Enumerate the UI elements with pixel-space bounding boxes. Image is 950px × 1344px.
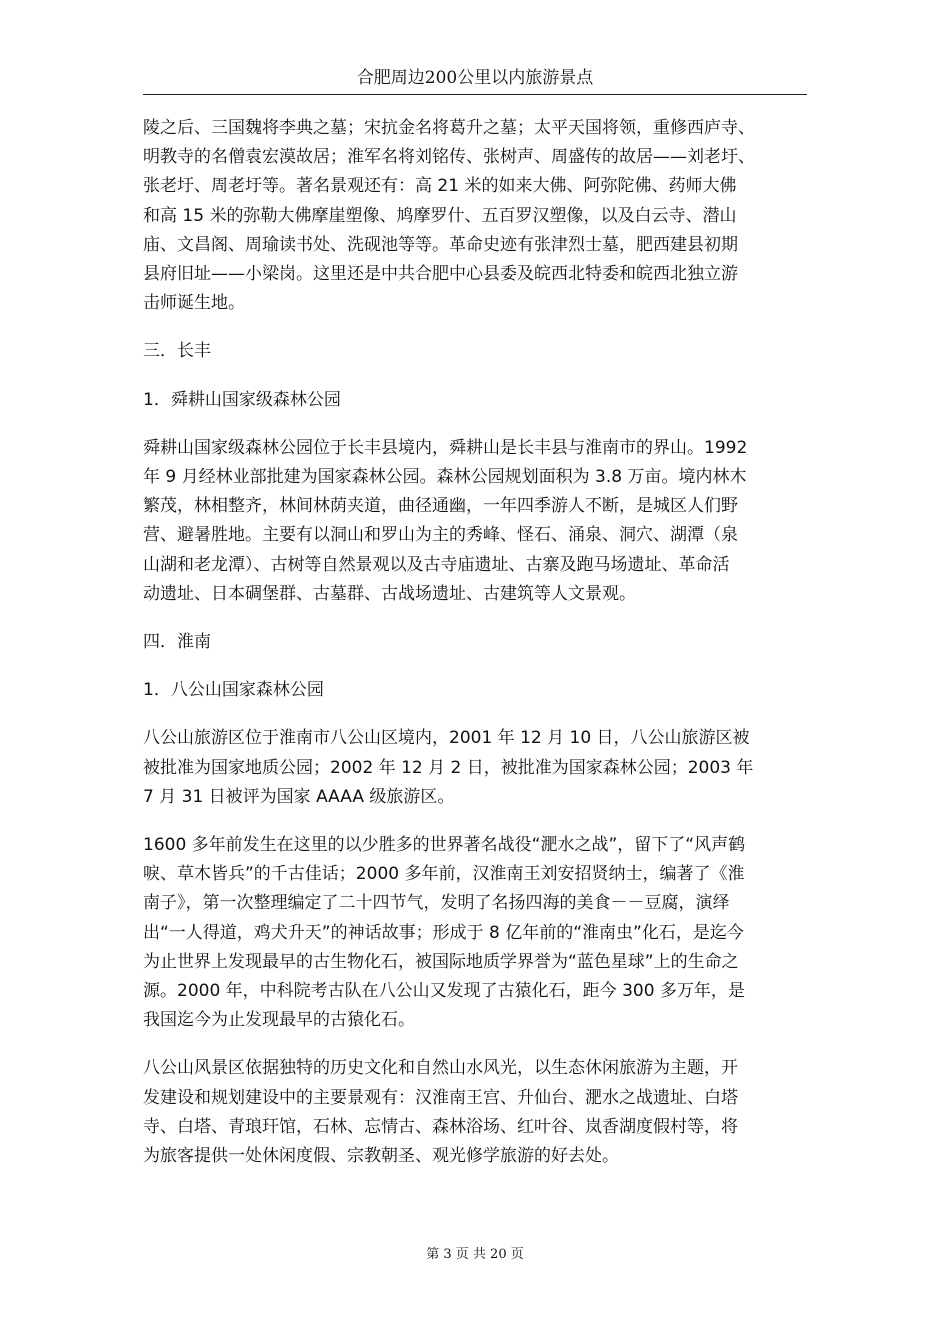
page-number-footer: 第 3 页 共 20 页 bbox=[426, 1247, 524, 1262]
text-line: 为止世界上发现最早的古生物化石，被国际地质学界誉为“蓝色星球”上的生命之 bbox=[143, 951, 739, 972]
text-line: 营、避暑胜地。主要有以洞山和罗山为主的秀峰、怪石、涌泉、洞穴、湖潭（泉 bbox=[143, 525, 738, 546]
header-divider bbox=[143, 94, 807, 95]
subsection-heading-bagongshan: 1．八公山国家森林公园 bbox=[143, 680, 324, 701]
text-line: 7 月 31 日被评为国家 AAAA 级旅游区。 bbox=[143, 786, 455, 807]
text-line: 我国迄今为止发现最早的古猿化石。 bbox=[143, 1010, 415, 1031]
paragraph-bagongshan-history bbox=[143, 831, 807, 1035]
text-line: 寺、白塔、青琅玕馆，石林、忘情古、森林浴场、红叶谷、岚香湖度假村等，将 bbox=[143, 1116, 738, 1137]
paragraph-bagongshan-scenery bbox=[143, 1054, 807, 1171]
page-header-title: 合肥周边200公里以内旅游景点 bbox=[356, 68, 594, 88]
text-line: 1600 多年前发生在这里的以少胜多的世界著名战役“淝水之战”，留下了“风声鹤 bbox=[143, 835, 746, 856]
text-line: 繁茂，林相整齐，林间林荫夹道，曲径通幽，一年四季游人不断，是城区人们野 bbox=[143, 496, 738, 517]
subsection-heading-shungengshan: 1．舜耕山国家级森林公园 bbox=[143, 389, 341, 410]
text-line: 八公山风景区依据独特的历史文化和自然山水风光，以生态休闲旅游为主题，开 bbox=[143, 1058, 738, 1079]
text-line: 县府旧址——小梁岗。这里还是中共合肥中心县委及皖西北特委和皖西北独立游 bbox=[143, 264, 738, 285]
text-line: 明教寺的名僧袁宏漠故居；淮军名将刘铭传、张树声、周盛传的故居——刘老圩、 bbox=[143, 147, 755, 168]
document-body bbox=[143, 114, 807, 1190]
text-line: 为旅客提供一处休闲度假、宗教朝圣、观光修学旅游的好去处。 bbox=[143, 1146, 619, 1167]
text-line: 南子》，第一次整理编定了二十四节气，发明了名扬四海的美食－－豆腐，演绎 bbox=[143, 893, 730, 914]
text-line: 八公山旅游区位于淮南市八公山区境内，2001 年 12 月 10 日，八公山旅游区被 bbox=[143, 728, 750, 749]
text-line: 发建设和规划建设中的主要景观有：汉淮南王宫、升仙台、淝水之战遗址、白塔 bbox=[143, 1087, 738, 1108]
text-line: 张老圩、周老圩等。著名景观还有：高 21 米的如来大佛、阿弥陀佛、药师大佛 bbox=[143, 176, 737, 197]
text-line: 舜耕山国家级森林公园位于长丰县境内，舜耕山是长丰县与淮南市的界山。1992 bbox=[143, 437, 748, 458]
text-line: 击师诞生地。 bbox=[143, 293, 245, 314]
section-heading-changfeng: 三．长丰 bbox=[143, 341, 211, 362]
text-line: 源。2000 年，中科院考古队在八公山又发现了古猿化石，距今 300 多万年，是 bbox=[143, 981, 745, 1002]
text-line: 年 9 月经林业部批建为国家森林公园。森林公园规划面积为 3.8 万亩。境内林木 bbox=[143, 467, 747, 488]
text-line: 和高 15 米的弥勒大佛摩崖塑像、鸠摩罗什、五百罗汉塑像，以及白云寺、潜山 bbox=[143, 205, 737, 226]
text-line: 庙、文昌阁、周瑜读书处、洗砚池等等。革命史迹有张津烈士墓，肥西建县初期 bbox=[143, 234, 738, 255]
paragraph-bagongshan-intro bbox=[143, 724, 807, 812]
text-line: 山湖和老龙潭）、古树等自然景观以及古寺庙遗址、古寨及跑马场遗址、革命活 bbox=[143, 554, 730, 575]
text-line: 出“一人得道，鸡犬升天”的神话故事；形成于 8 亿年前的“淮南虫”化石，是迄今 bbox=[143, 922, 744, 943]
text-line: 动遗址、日本碉堡群、古墓群、古战场遗址、古建筑等人文景观。 bbox=[143, 583, 636, 604]
paragraph-historic-sites bbox=[143, 114, 807, 318]
text-line: 唳、草木皆兵”的千古佳话；2000 多年前，汉淮南王刘安招贤纳士，编著了《淮 bbox=[143, 864, 745, 885]
section-heading-huainan: 四．淮南 bbox=[143, 632, 211, 653]
text-line: 被批准为国家地质公园；2002 年 12 月 2 日，被批准为国家森林公园；2003 年 bbox=[143, 757, 754, 778]
paragraph-shungengshan bbox=[143, 434, 807, 609]
text-line: 陵之后、三国魏将李典之墓；宋抗金名将葛升之墓；太平天国将领，重修西庐寺、 bbox=[143, 118, 755, 138]
